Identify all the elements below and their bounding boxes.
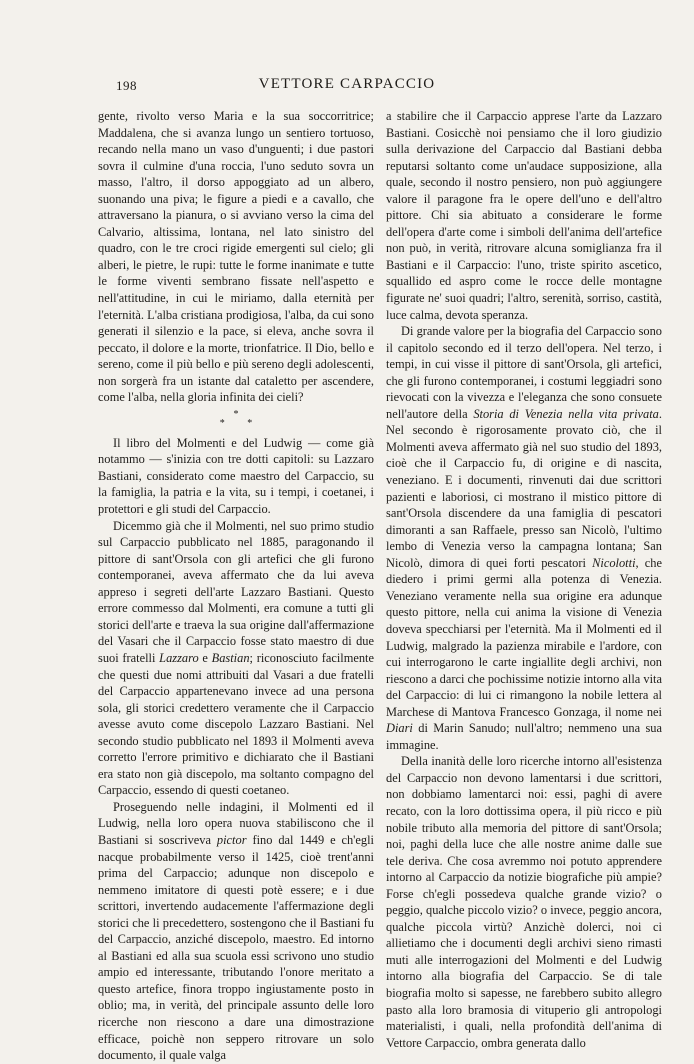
paragraph: Il libro del Molmenti e del Ludwig — come già notammo — s'inizia con tre dotti capitoli: su Lazzaro Bastiani, considerato come maestro del Carpaccio, su la famiglia, la patria e la vita, su i tempi, i coetanei, i protettori e gli studi del Carpaccio. <box>98 435 374 517</box>
paragraph: Proseguendo nelle indagini, il Molmenti ed il Ludwig, nella loro opera nuova stabiliscono che il Bastiani si soscriveva pictor fino dal 1449 e ch'egli nacque probabilmente verso il 1425, cioè trent'anni prima del Carpaccio; adunque non discepolo e nemmeno imitatore di questi potè essere; e i due scrittori, invertendo audacemente l'affermazione degli storici che li precedettero, sostengono che il Bastiani fu del Carpaccio, anziché discepolo, maestro. Ed intorno al Bastiani ed alla sua scuola essi scrivono uno studio ampio ed interessante, tributando l'onore meritato a questo artefice, finora troppo ingiustamente posto in oblio; ma, in verità, del principale assunto delle loro ricerche non riescono a dare una dimostrazione efficace, poichè non seppero ritrovare un solo documento, il quale valga <box>98 799 374 1063</box>
right-column <box>386 108 662 1051</box>
italic-name: Bastian <box>211 650 250 665</box>
left-column <box>98 108 374 1064</box>
paragraph: Di grande valore per la biografia del Carpaccio sono il capitolo secondo ed il terzo dell'opera. Nel terzo, i tempi, in cui visse il pittore di sant'Orsola, gli artefici, che gli furono contemporanei, i costumi leggiadri sono rievocati con la vivezza e l'eleganza che sono consuete nell'autore della Storia di Venezia nella vita privata. Nel secondo è rigorosamente provato ciò, che il Molmenti aveva affermato già nel suo studio del 1893, cioè che il Carpaccio fu, di origine e di nascita, veneziano. E i documenti, rinvenuti dai due scrittori pazienti e laboriosi, ci mostrano il mistico pittore di sant'Orsola discendere da una famiglia di pescatori dimoranti a san Raffaele, presso san Nicolò, l'ultimo lembo di Venezia verso la campagna lontana; San Nicolò, dimora di quei forti pescatori Nicolotti, che diedero i primi germi alla potenza di Venezia. Veneziano veramente nella sua origine era adunque questo pittore, nella cui anima la visione di Venezia doveva specchiarsi per l'eternità. Ma il Molmenti ed il Ludwig, malgrado la pazienza mirabile e l'ardore, con cui interrogarono le carte ingiallite degli archivi, non riescono a darci che pochissime notizie intorno alla vita del Carpaccio: di lui ci rimangono la nobile lettera al Marchese di Mantova Francesco Gonzaga, il nome nei Diari di Marin Sanudo; null'altro; nemmeno una sua immagine. <box>386 324 663 752</box>
italic-term: pictor <box>216 832 247 847</box>
italic-title: Diari <box>386 721 413 736</box>
asterism-bottom: * * <box>219 417 263 429</box>
italic-name: Lazzaro <box>159 650 199 665</box>
page-number: 198 <box>116 78 137 93</box>
italic-term: Nicolotti <box>592 555 636 570</box>
paragraph: gente, rivolto verso Maria e la sua soccorritrice; Maddalena, che si avanza lungo un sentiero tortuoso, recando nella mano un vaso d'unguenti; i due pastori sovra il culmine d'una roccia, l'uno seduto sovra un masso, l'altro, il dorso appoggiato ad un albero, suonando una piva; le figure a piedi e a cavallo, che attraversano la pianura, o si avviano verso la cima del Calvario, altissima, lontana, nel lato sinistro del quadro, con le tre croci rigide emergenti sul cielo; gli alberi, le pietre, le rupi: tutte le forme inanimate e tutte le forme viventi sembrano fissate nell'aspetto e nell'attitudine, in cui le miriamo, dalla eternità per l'eternità. L'alba cristiana prodigiosa, l'alba, da cui sono generati il silenzio e la pace, si eleva, anche sovra il peccato, il dolore e la morte, trionfatrice. Il Dio, bello e sereno, come il più bello e più sereno degli adolescenti, non sorgerà fra un istante dal cataletto per ascendere, come l'alba, nella gloria infinita dei cieli? <box>98 109 374 405</box>
italic-title: Storia di Venezia nella vita privata <box>473 406 659 421</box>
paragraph: Dicemmo già che il Molmenti, nel suo primo studio sul Carpaccio pubblicato nel 1885, paragonando il pittore di sant'Orsola con gli artefici che gli furono contemporanei, aveva affermato che da lui aveva appreso i segreti dell'arte Lazzaro Bastiani. Questo errore commesso dal Molmenti, era comune a tutti gli storici dell'arte e traeva la sua origine dall'affermazione del Vasari che il Carpaccio fosse stato maestro di due suoi fratelli Lazzaro e Bastian; riconosciuto facilmente che questi due nomi attribuiti dal Vasari a due fratelli del Carpaccio appartenevano invece ad una persona sola, gli storici credettero veramente che il Carpaccio avesse avuto come discepolo Lazzaro Bastiani. Nel secondo studio pubblicato nel 1893 il Molmenti aveva corretto l'errore primitivo e dichiarato che il Bastiani era stato non già discepolo, ma soltanto compagno del Carpaccio, essendo di questi coetaneo. <box>98 518 374 798</box>
section-divider <box>98 410 374 428</box>
running-title: VETTORE CARPACCIO <box>258 76 436 92</box>
asterism-top: * <box>233 408 239 420</box>
paragraph: a stabilire che il Carpaccio apprese l'arte da Lazzaro Bastiani. Cosicchè noi pensiamo che il loro giudizio sulla derivazione del Carpaccio dal Bastiani debba reputarsi soltanto come un'audace supposizione, alla quale, secondo il nostro pensiero, non può aggiungere valore il paragone fra le opere dell'uno e dell'altro pittore. Chi sia abituato a considerare le forme dell'opera d'arte come i simboli dell'anima dell'artefice non può, in verità, ritrovare alcuna somiglianza fra il Bastiani e il Carpaccio: l'uno, triste spirito ascetico, squallido ed aspro come le rocce delle montagne figurate ne' suoi quadri; l'altro, serenità, sorriso, castità, luce calma, devota speranza. <box>386 109 662 322</box>
paragraph: Della inanità delle loro ricerche intorno all'esistenza del Carpaccio non devono lamentarsi i due scrittori, non dobbiamo lamentarci noi: essi, paghi di avere recato, con la loro dottissima opera, il più ricco e più nobile tributo alla memoria del pittore di sant'Orsola; noi, paghi della luce che alle nostre anime dalle sue tele deriva. Che cosa avremmo noi potuto apprendere intorno al Carpaccio da notizie biografiche più ampie? Forse ch'egli possedeva qualche grande vizio? o peggio, qualche piccolo vizio? o invece, peggio ancora, qualche piccola virtù? Anzichè dolerci, noi ci allietiamo che i documenti degli archivi sieno rimasti muti alle interrogazioni del Molmenti e del Ludwig intorno alla biografia del Carpaccio. Se di tale biografia molto si sapesse, ne farebbero subito allegro pasto alla loro bramosia di vituperio gli antropologi materialisti, i quali, nella profondità dell'anima di Vettore Carpaccio, ombra generata dallo <box>386 754 662 1050</box>
